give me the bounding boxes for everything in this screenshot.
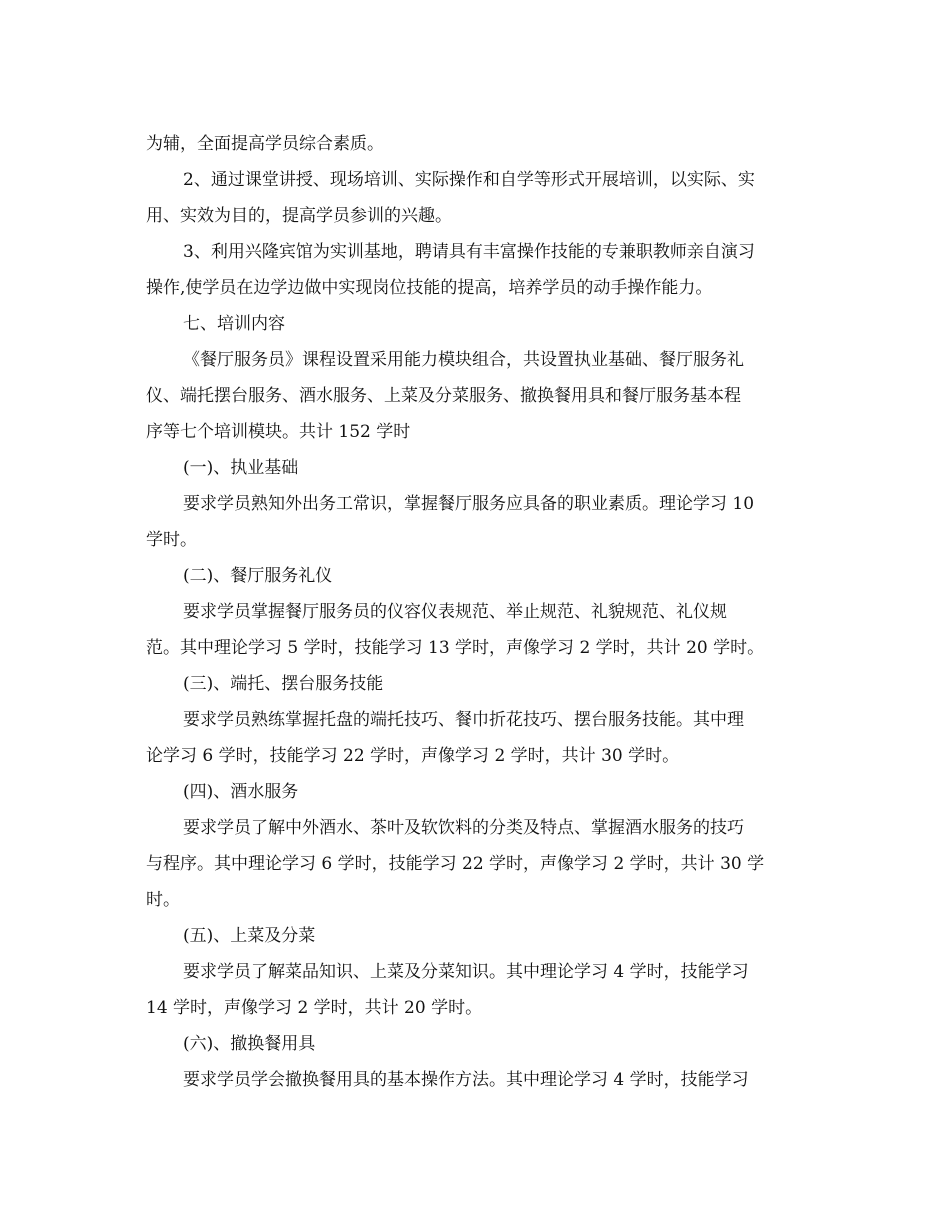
document-body xyxy=(146,126,806,1098)
subheading-1: (一)、执业基础 xyxy=(183,458,299,478)
text-line-15: 范。其中理论学习 5 学时，技能学习 13 学时，声像学习 2 学时，共计 20 学时。 xyxy=(146,638,765,658)
subheading-6: (六)、撤换餐用具 xyxy=(183,1034,316,1054)
text-line-7: 《餐厅服务员》课程设置采用能力模块组合，共设置执业基础、餐厅服务礼 xyxy=(183,350,744,370)
text-line-24: 要求学员了解菜品知识、上菜及分菜知识。其中理论学习 4 学时，技能学习 xyxy=(183,962,749,982)
text-line-20: 要求学员了解中外酒水、茶叶及软饮料的分类及特点、掌握酒水服务的技巧 xyxy=(183,818,744,838)
subheading-3: (三)、端托、摆台服务技能 xyxy=(183,674,384,694)
text-line-9: 序等七个培训模块。共计 152 学时 xyxy=(146,422,411,442)
section-heading-training-content: 七、培训内容 xyxy=(183,314,285,334)
subheading-5: (五)、上菜及分菜 xyxy=(183,926,316,946)
text-line-17: 要求学员熟练掌握托盘的端托技巧、餐巾折花技巧、摆台服务技能。其中理 xyxy=(183,710,744,730)
text-line-21: 与程序。其中理论学习 6 学时，技能学习 22 学时，声像学习 2 学时，共计 30 学 xyxy=(146,854,765,874)
text-line-4: 3、利用兴隆宾馆为实训基地，聘请具有丰富操作技能的专兼职教师亲自演习 xyxy=(183,242,755,262)
subheading-4: (四)、酒水服务 xyxy=(183,782,299,802)
text-line-18: 论学习 6 学时，技能学习 22 学时，声像学习 2 学时，共计 30 学时。 xyxy=(146,746,680,766)
text-line-25: 14 学时，声像学习 2 学时，共计 20 学时。 xyxy=(146,998,483,1018)
text-line-8: 仪、端托摆台服务、酒水服务、上菜及分菜服务、撤换餐用具和餐厅服务基本程 xyxy=(146,386,741,406)
text-line-2: 2、通过课堂讲授、现场培训、实际操作和自学等形式开展培训，以实际、实 xyxy=(183,170,755,190)
subheading-2: (二)、餐厅服务礼仪 xyxy=(183,566,333,586)
text-line-22: 时。 xyxy=(146,890,180,910)
text-line-3: 用、实效为目的，提高学员参训的兴趣。 xyxy=(146,206,452,226)
text-line-11: 要求学员熟知外出务工常识，掌握餐厅服务应具备的职业素质。理论学习 10 xyxy=(183,494,755,514)
text-line-5: 操作,使学员在边学边做中实现岗位技能的提高，培养学员的动手操作能力。 xyxy=(146,278,713,298)
text-line-1: 为辅，全面提高学员综合素质。 xyxy=(146,134,384,154)
text-line-27: 要求学员学会撤换餐用具的基本操作方法。其中理论学习 4 学时，技能学习 xyxy=(183,1070,749,1090)
text-line-12: 学时。 xyxy=(146,530,197,550)
text-line-14: 要求学员掌握餐厅服务员的仪容仪表规范、举止规范、礼貌规范、礼仪规 xyxy=(183,602,727,622)
